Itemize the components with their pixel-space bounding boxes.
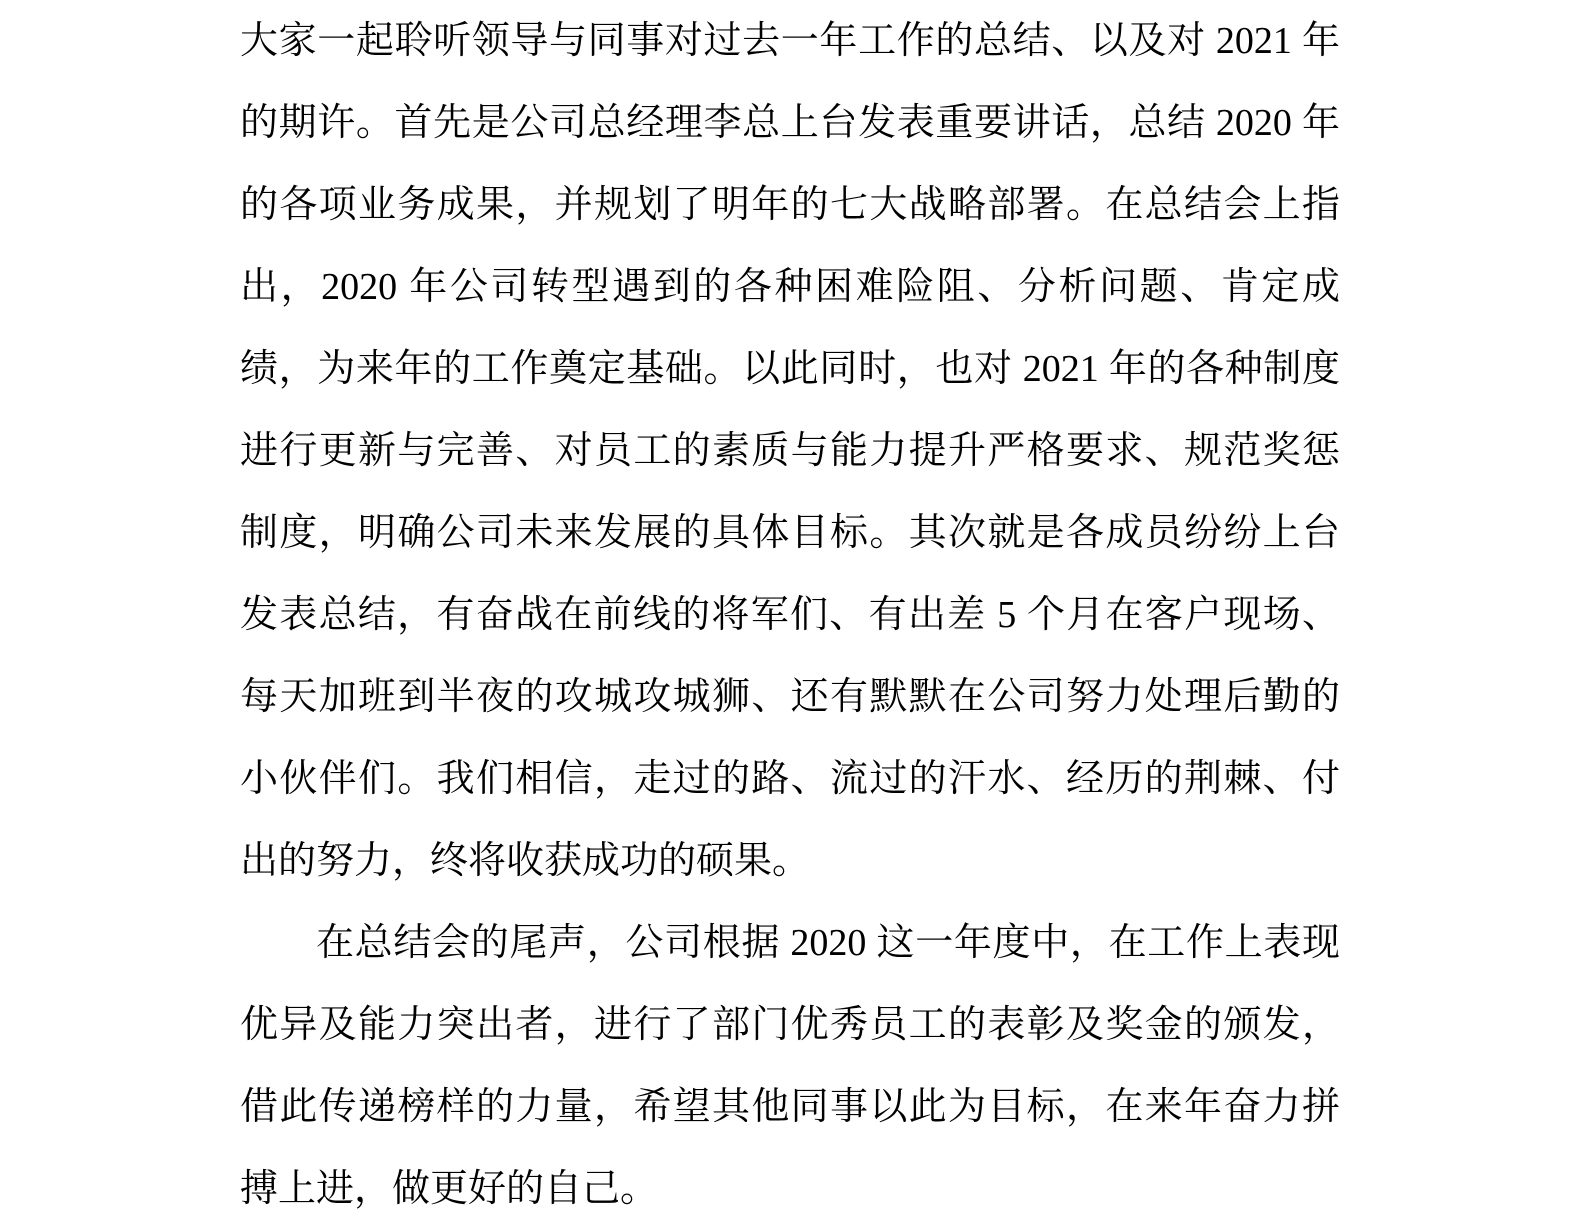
- paragraph-body-2: 在总结会的尾声，公司根据 2020 这一年度中，在工作上表现优异及能力突出者，进行了部门优秀员工的表彰及奖金的颁发，借此传递榜样的力量，希望其他同事以此为目标，在来年奋力拼搏上进，做更好的自己。: [240, 922, 1340, 1210]
- paragraph-body-1: 大家一起聆听领导与同事对过去一年工作的总结、以及对 2021 年的期许。首先是公司总经理李总上台发表重要讲话，总结 2020 年的各项业务成果，并规划了明年的七大战略部署。在总结会上指出，2020 年公司转型遇到的各种困难险阻、分析问题、肯定成绩，为来年的工作奠定基础。以此同时，也对 2021 年的各种制度进行更新与完善、对员工的素质与能力提升严格要求、规范奖惩制度，明确公司未来发展的具体目标。其次就是各成员纷纷上台发表总结，有奋战在前线的将军们、有出差 5 个月在客户现场、每天加班到半夜的攻城攻城狮、还有默默在公司努力处理后勤的小伙伴们。我们相信，走过的路、流过的汗水、经历的荆棘、付出的努力，终将收获成功的硕果。: [240, 20, 1340, 882]
- document-page: [240, 0, 1340, 1230]
